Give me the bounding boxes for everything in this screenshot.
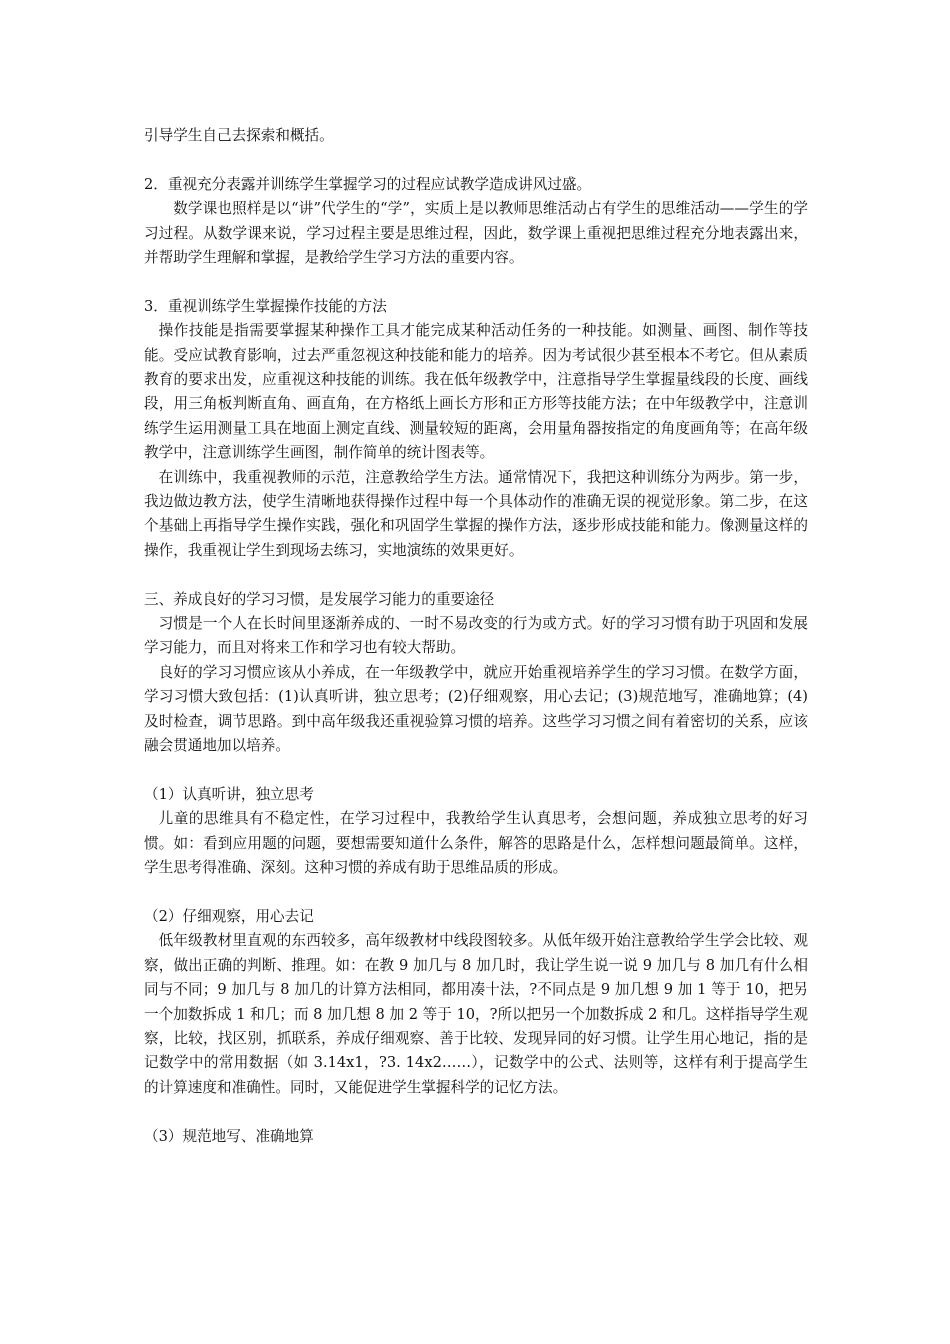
section-heading-2: 2．重视充分表露并训练学生掌握学习的过程应试教学造成讲风过盛。 [144, 175, 592, 193]
paragraph-2: 数学课也照样是以“讲”代学生的“学”，实质上是以教师思维活动占有学生的思维活动——学生的学习过程。从数学课来说，学习过程主要是思维过程，因此，数学课上重视把思维过程充分地表露出来，并帮助学生理解和掌握，是教给学生学习方法的重要内容。 [144, 200, 808, 267]
section-heading-three: 三、养成良好的学习习惯，是发展学习能力的重要途径 [144, 590, 495, 608]
paragraph-s1: 儿童的思维具有不稳定性，在学习过程中，我教给学生认真思考，会想问题，养成独立思考的好习惯。如：看到应用题的问题，要想需要知道什么条件，解答的思路是什么，怎样想问题最简单。这样，学生思考得准确、深刻。这种习惯的养成有助于思维品质的形成。 [144, 810, 808, 877]
subheading-3: （3）规范地写、准确地算 [144, 1127, 314, 1145]
paragraph-s2: 低年级教材里直观的东西较多，高年级教材中线段图较多。从低年级开始注意教给学生学会比较、观察，做出正确的判断、推理。如：在教 9 加几与 8 加几时，我让学生说一说 9 加几与 8 加几有什么相同与不同；9 加几与 8 加几的计算方法相同，都用凑十法，?不同点是 9 加几想 9 加 1 等于 10，把另一个加数拆成 1 和几；而 8 加几想 8 加 2 等于 10，?所以把另一个加数拆成 2 和几。这样指导学生观察，比较，找区别，抓联系，养成仔细观察、善于比较、发现异同的好习惯。让学生用心地记，指的是记数学中的常用数据（如 3.14x1，?3. 14x2……），记数学中的公式、法则等，这样有利于提高学生的计算速度和准确性。同时，又能促进学生掌握科学的记忆方法。 [144, 932, 808, 1096]
paragraph-intro-tail: 引导学生自己去探索和概括。 [144, 127, 334, 144]
paragraph-three-b: 良好的学习习惯应该从小养成，在一年级教学中，就应开始重视培养学生的学习习惯。在数学方面，学习习惯大致包括：(1)认真听讲，独立思考；(2)仔细观察，用心去记；(3)规范地写，准确地算；(4)及时检查，调节思路。到中高年级我还重视验算习惯的培养。这些学习习惯之间有着密切的关系，应该融会贯通地加以培养。 [144, 663, 808, 755]
spacer [144, 270, 808, 294]
spacer [144, 1100, 808, 1124]
spacer [144, 563, 808, 587]
spacer [144, 148, 808, 172]
subheading-2: （2）仔细观察，用心去记 [144, 907, 314, 925]
spacer [144, 881, 808, 905]
document-page [144, 124, 808, 1149]
section-heading-3: 3．重视训练学生掌握操作技能的方法 [144, 297, 387, 315]
paragraph-3a: 操作技能是指需要掌握某种操作工具才能完成某种活动任务的一种技能。如测量、画图、制作等技能。受应试教育影响，过去严重忽视这种技能和能力的培养。因为考试很少甚至根本不考它。但从素质教育的要求出发，应重视这种技能的训练。我在低年级教学中，注意指导学生掌握量线段的长度、画线段，用三角板判断直角、画直角，在方格纸上画长方形和正方形等技能方法；在中年级教学中，注意训练学生运用测量工具在地面上测定直线、测量较短的距离，会用量角器按指定的角度画角等；在高年级教学中，注意训练学生画图，制作简单的统计图表等。 [144, 322, 808, 462]
subheading-1: （1）认真听讲，独立思考 [144, 785, 314, 803]
spacer [144, 759, 808, 783]
paragraph-three-a: 习惯是一个人在长时间里逐渐养成的、一时不易改变的行为或方式。好的学习习惯有助于巩固和发展学习能力，而且对将来工作和学习也有较大帮助。 [144, 615, 808, 657]
paragraph-3b: 在训练中，我重视教师的示范，注意教给学生方法。通常情况下，我把这种训练分为两步。第一步，我边做边教方法，使学生清晰地获得操作过程中每一个具体动作的准确无误的视觉形象。第二步，在这个基础上再指导学生操作实践，强化和巩固学生掌握的操作方法，逐步形成技能和能力。像测量这样的操作，我重视让学生到现场去练习，实地演练的效果更好。 [144, 468, 808, 559]
